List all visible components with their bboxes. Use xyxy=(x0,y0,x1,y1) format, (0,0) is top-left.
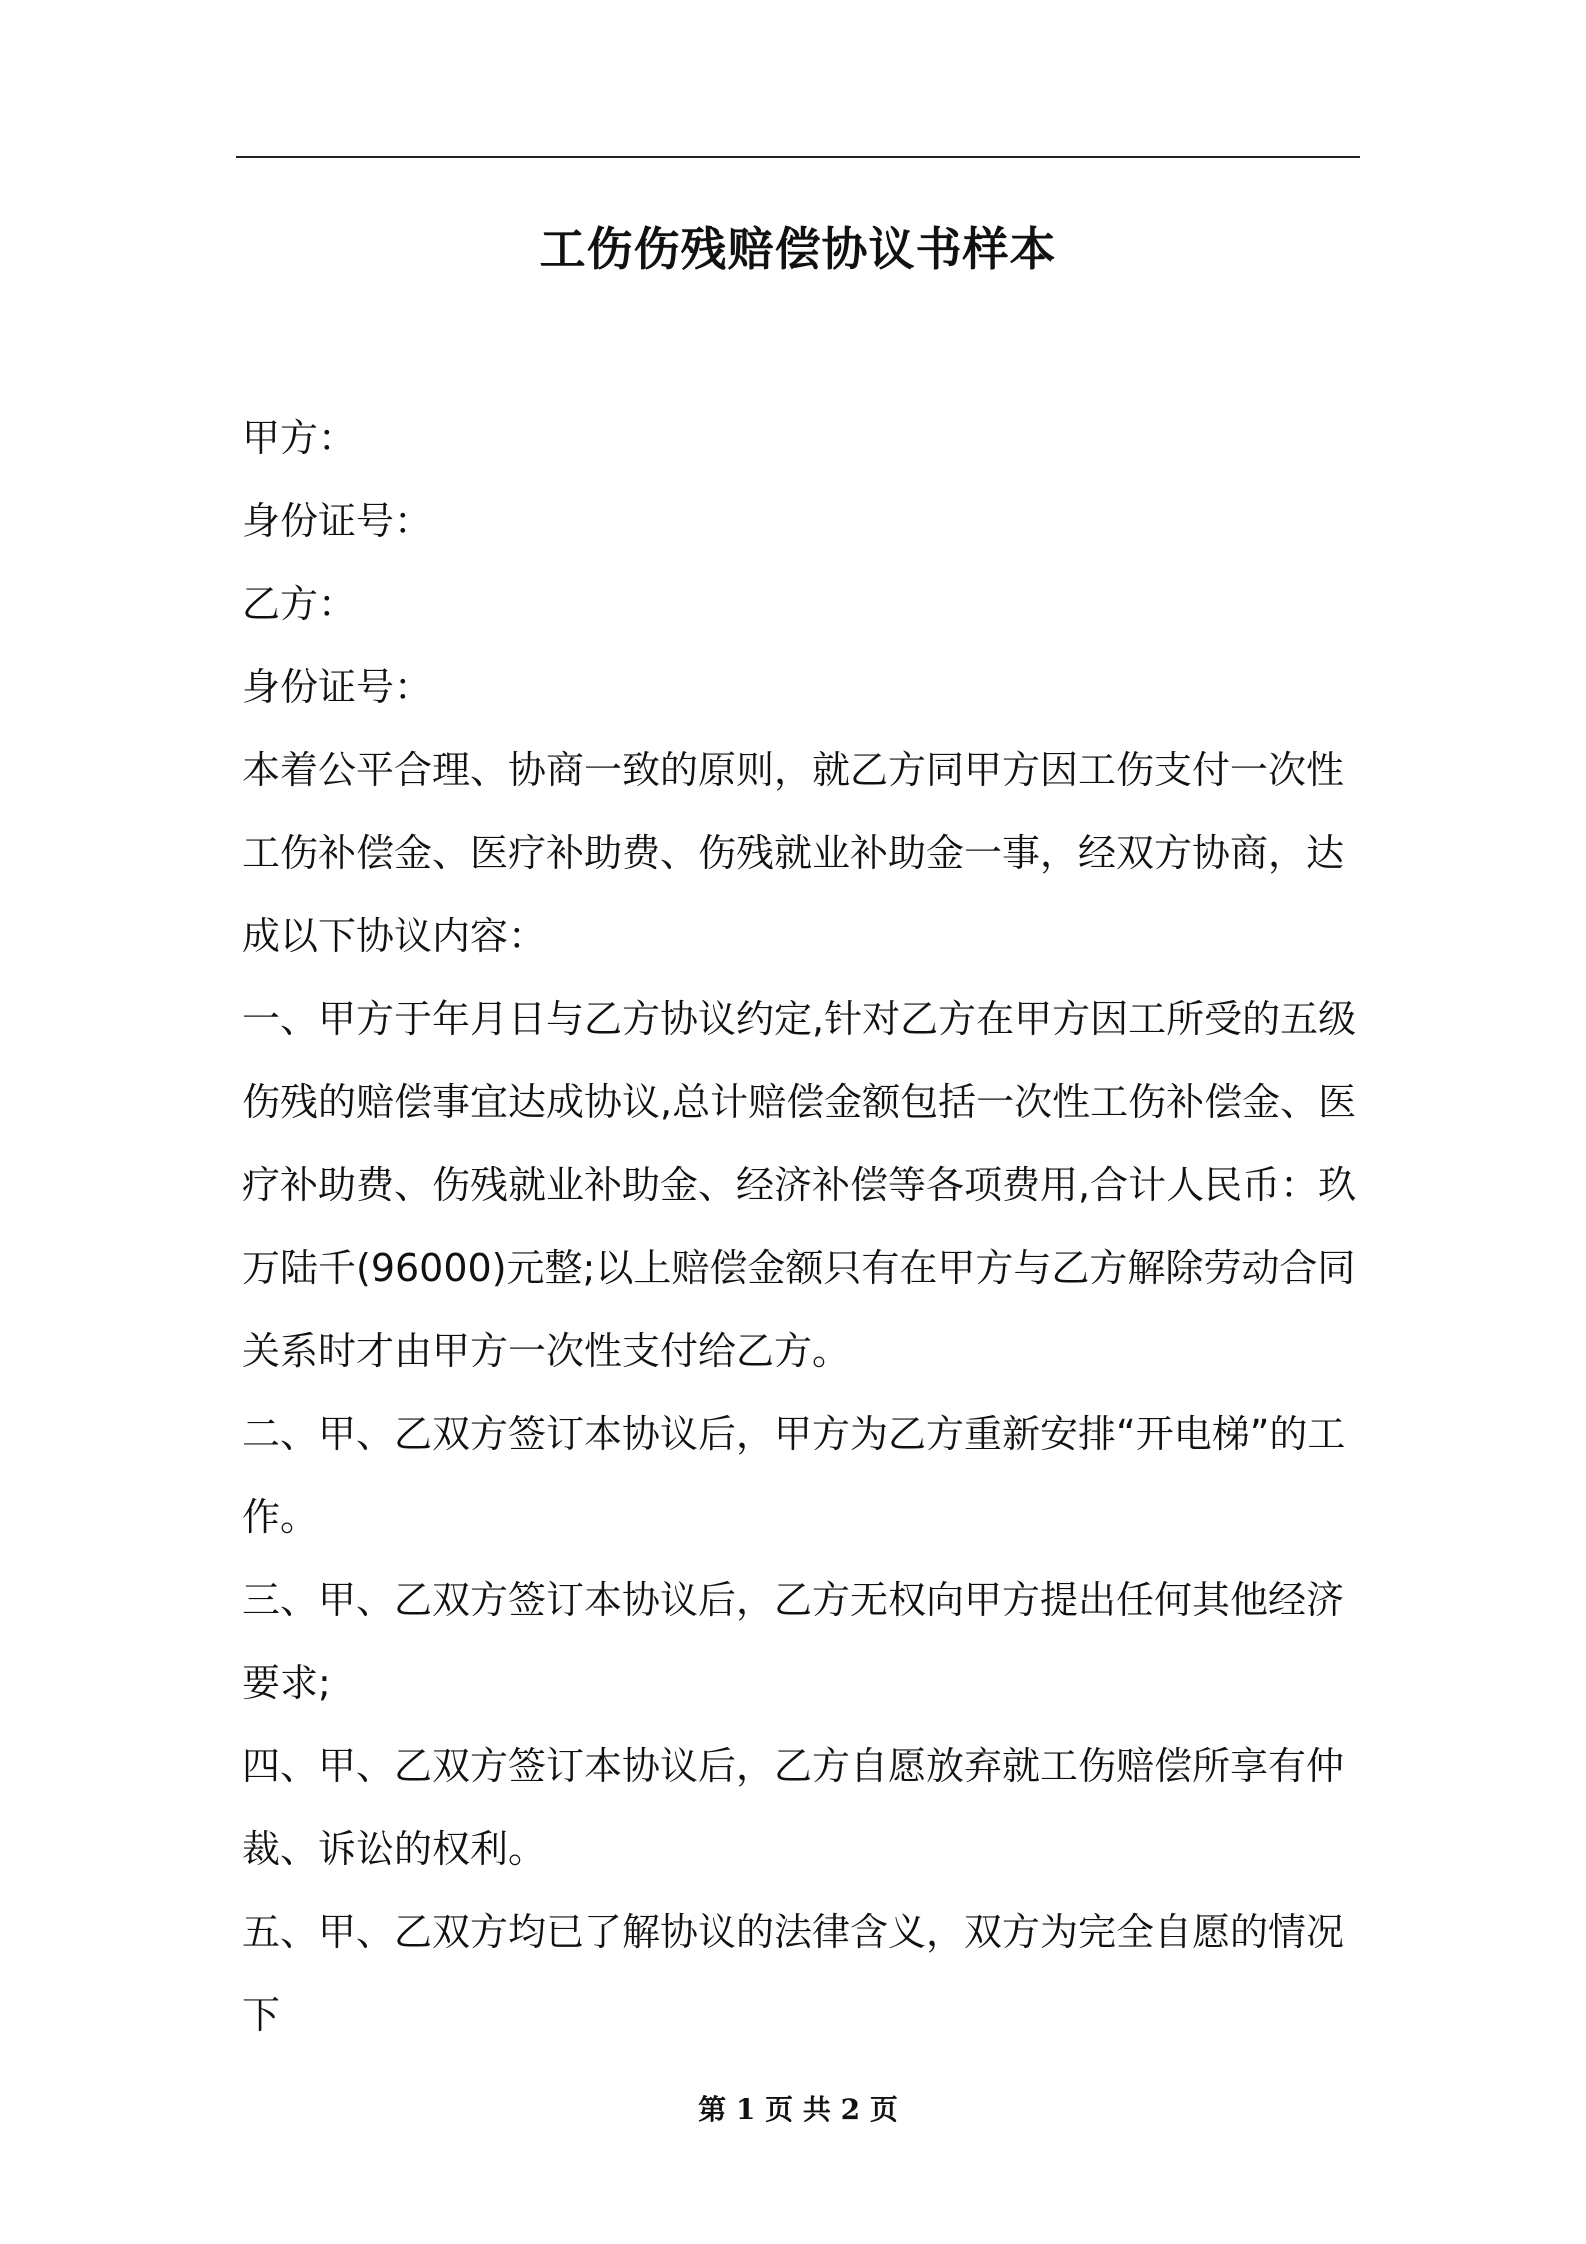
page-number-footer: 第 1 页 共 2 页 xyxy=(698,2093,898,2126)
document-title: 工伤伤残赔偿协议书样本 xyxy=(539,222,1057,276)
field-party-a: 甲方： xyxy=(242,416,357,460)
paragraph-clause-3: 三、甲、乙双方签订本协议后，乙方无权向甲方提出任何其他经济要求; xyxy=(242,1578,1345,1705)
field-party-a-id: 身份证号： xyxy=(242,499,433,543)
field-party-b: 乙方： xyxy=(242,582,357,626)
paragraph-clause-1: 一、甲方于年月日与乙方协议约定,针对乙方在甲方因工所受的五级伤残的赔偿事宜达成协议,总计赔偿金额包括一次性工伤补偿金、医疗补助费、伤残就业补助金、经济补偿等各项费用,合计人民币：玖万陆千(96000)元整;以上赔偿金额只有在甲方与乙方解除劳动合同关系时才由甲方一次性支付给乙方。 xyxy=(242,997,1357,1373)
header-divider xyxy=(236,156,1360,158)
paragraph-clause-5: 五、甲、乙双方均已了解协议的法律含义，双方为完全自愿的情况下 xyxy=(242,1910,1345,2037)
paragraph-clause-2: 二、甲、乙双方签订本协议后，甲方为乙方重新安排“开电梯”的工作。 xyxy=(242,1412,1346,1539)
paragraph-clause-4: 四、甲、乙双方签订本协议后，乙方自愿放弃就工伤赔偿所享有仲裁、诉讼的权利。 xyxy=(242,1744,1345,1871)
field-party-b-id: 身份证号： xyxy=(242,665,433,709)
paragraph-preamble: 本着公平合理、协商一致的原则，就乙方同甲方因工伤支付一次性工伤补偿金、医疗补助费、伤残就业补助金一事，经双方协商，达成以下协议内容： xyxy=(242,748,1345,958)
document-body xyxy=(242,397,1360,2057)
